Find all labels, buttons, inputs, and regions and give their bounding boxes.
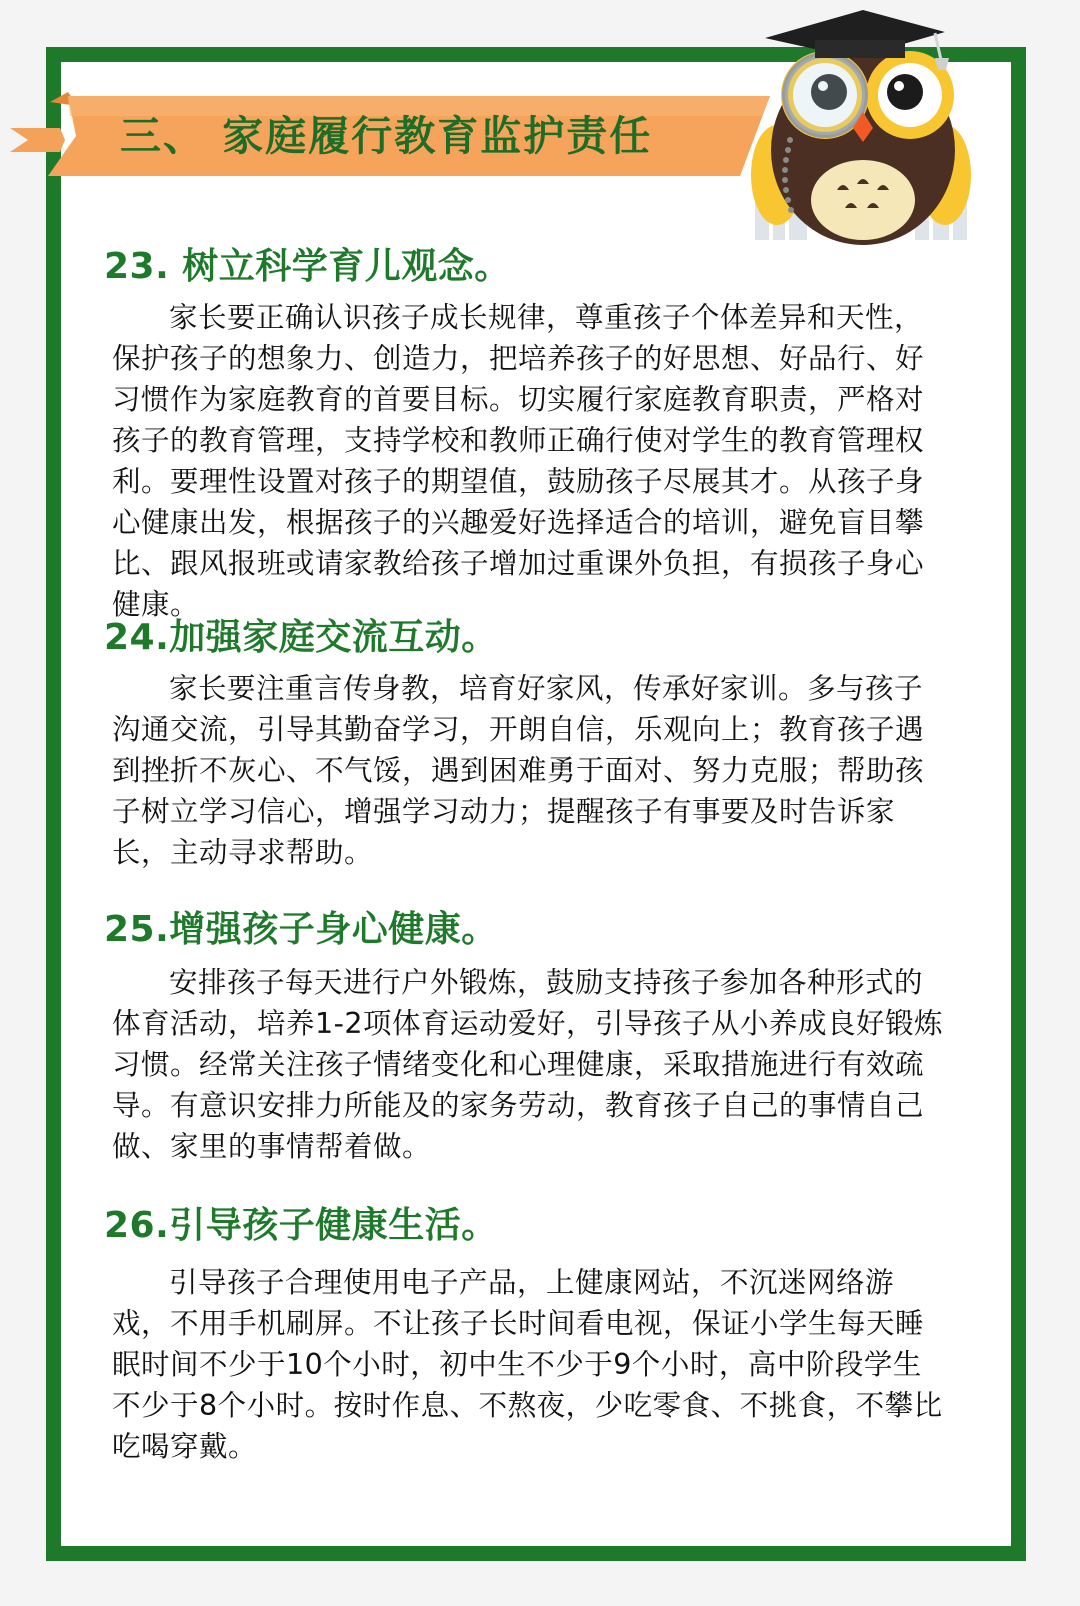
owl-mascot-icon — [745, 0, 995, 250]
section-heading-25: 25.增强孩子身心健康。 — [104, 909, 498, 950]
banner-title: 三、 家庭履行教育监护责任 — [120, 112, 653, 160]
section-heading-23: 23. 树立科学育儿观念。 — [104, 246, 511, 287]
section-body-26: 引导孩子合理使用电子产品，上健康网站，不沉迷网络游戏，不用手机刷屏。不让孩子长时间看电视，保证小学生每天睡眠时间不少于10个小时，初中生不少于9个小时，高中阶段学生不少于8个小时。按时作息、不熬夜，少吃零食、不挑食，不攀比吃喝穿戴。 — [112, 1266, 943, 1463]
section-body-24: 家长要注重言传身教，培育好家风，传承好家训。多与孩子沟通交流，引导其勤奋学习，开朗自信，乐观向上；教育孩子遇到挫折不灰心、不气馁，遇到困难勇于面对、努力克服；帮助孩子树立学习信心，增强学习动力；提醒孩子有事要及时告诉家长，主动寻求帮助。 — [112, 672, 925, 869]
section-banner — [10, 92, 800, 180]
section-heading-26: 26.引导孩子健康生活。 — [104, 1205, 498, 1246]
section-body-25: 安排孩子每天进行户外锻炼，鼓励支持孩子参加各种形式的体育活动，培养1-2项体育运动爱好，引导孩子从小养成良好锻炼习惯。经常关注孩子情绪变化和心理健康，采取措施进行有效疏导。有意识安排力所能及的家务劳动，教育孩子自己的事情自己做、家里的事情帮着做。 — [112, 966, 944, 1163]
section-body-23: 家长要正确认识孩子成长规律，尊重孩子个体差异和天性，保护孩子的想象力、创造力，把培养孩子的好思想、好品行、好习惯作为家庭教育的首要目标。切实履行家庭教育职责，严格对孩子的教育管理，支持学校和教师正确行使对学生的教育管理权利。要理性设置对孩子的期望值，鼓励孩子尽展其才。从孩子身心健康出发，根据孩子的兴趣爱好选择适合的培训，避免盲目攀比、跟风报班或请家教给孩子增加过重课外负担，有损孩子身心健康。 — [112, 301, 925, 621]
section-heading-24: 24.加强家庭交流互动。 — [104, 617, 498, 658]
